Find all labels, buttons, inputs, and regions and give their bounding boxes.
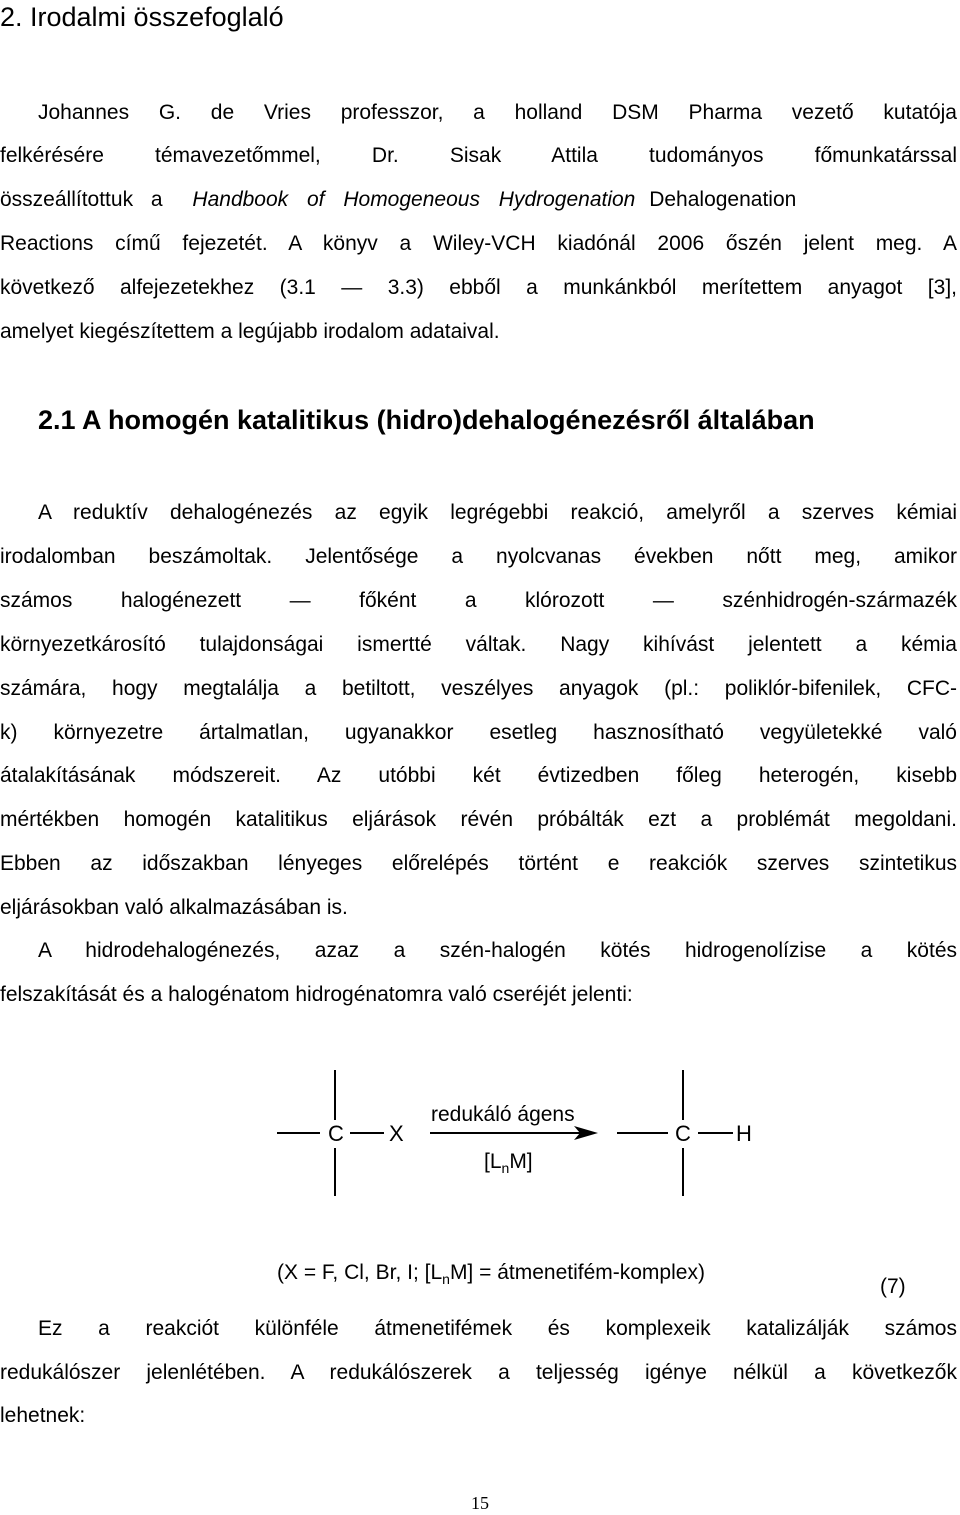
intro-line-4: Reactions című fejezetét. A könyv a Wiley-VCH kiadónál 2006 őszén jelent meg. A: [0, 232, 957, 255]
section-line-9: Ebben az időszakban lényeges előrelépés történt e reakciók szerves szintetikus: [0, 852, 957, 875]
left-halogen: X: [389, 1121, 404, 1146]
intro-line-1: Johannes G. de Vries professzor, a holland DSM Pharma vezető kutatója: [38, 101, 957, 124]
book-title-italic: Handbook of Homogeneous Hydrogenation: [192, 188, 636, 211]
hydro-line-2: felszakítását és a halogénatom hidrogénatomra való cseréjét jelenti:: [0, 983, 633, 1006]
section-line-4: környezetkárosító tulajdonságai ismertté váltak. Nagy kihívást jelentett a kémia: [0, 633, 957, 656]
book-title-rest: Dehalogenation: [643, 188, 797, 211]
right-carbon: C: [675, 1121, 691, 1146]
section-line-7: átalakításának módszereit. Az utóbbi két évtizedben főleg heterogén, kisebb: [0, 764, 957, 787]
legend-b: M] = átmenetifém-komplex): [449, 1261, 705, 1284]
hydro-line-1: A hidrodehalogénezés, azaz a szén-halogén kötés hidrogenolízise a kötés: [38, 939, 957, 962]
legend-a: (X = F, Cl, Br, I; [L: [277, 1261, 443, 1284]
closing-line-2: redukálószer jelenlétében. A redukálószerek a teljesség igénye nélkül a következők: [0, 1361, 957, 1384]
legend-sub: n: [442, 1271, 450, 1287]
intro-line-2: felkérésére témavezetőmmel, Dr. Sisak Attila tudományos főmunkatárssal: [0, 144, 957, 167]
section-line-6: k) környezetre ártalmatlan, ugyanakkor esetleg hasznosítható vegyületekké való: [0, 721, 957, 744]
intro-line-5: következő alfejezetekhez (3.1 — 3.3) ebből a munkánkból merítettem anyagot [3],: [0, 276, 957, 299]
section-line-8: mértékben homogén katalitikus eljárások révén próbálták ezt a problémát megoldani.: [0, 808, 957, 831]
chapter-title: 2. Irodalmi összefoglaló: [0, 2, 284, 32]
section-line-5: számára, hogy megtalálja a betiltott, veszélyes anyagok (pl.: poliklór-bifenilek, CFC-: [0, 677, 957, 700]
left-carbon: C: [328, 1121, 344, 1146]
section-line-1: A reduktív dehalogénezés az egyik legrégebbi reakció, amelyről a szerves kémiai: [38, 501, 957, 524]
closing-line-3: lehetnek:: [0, 1404, 86, 1427]
catalyst-close: M]: [509, 1150, 533, 1173]
right-hydrogen: H: [736, 1121, 752, 1146]
section-line-10: eljárásokban való alkalmazásában is.: [0, 896, 348, 919]
intro-line-3: [0, 187, 957, 213]
catalyst-sub: n: [501, 1160, 510, 1176]
section-line-3: számos halogénezett — főként a klórozott — szénhidrogén-származék: [0, 589, 957, 612]
section-line-2: irodalomban beszámoltak. Jelentősége a nyolcvanas években nőtt meg, amikor: [0, 545, 957, 568]
intro-line-3-start: összeállítottuk a: [0, 188, 181, 211]
intro-line-6: amelyet kiegészítettem a legújabb irodalom adataival.: [0, 320, 500, 343]
page-number: 15: [471, 1493, 489, 1513]
equation-number: (7): [880, 1275, 906, 1298]
section-title: 2.1 A homogén katalitikus (hidro)dehalogénezésről általában: [38, 405, 815, 435]
closing-line-1: Ez a reakciót különféle átmenetifémek és komplexeik katalizálják számos: [38, 1317, 957, 1340]
scheme-legend: [277, 1261, 705, 1287]
reagent-label: redukáló ágens: [431, 1103, 575, 1126]
catalyst-open: [L: [484, 1150, 502, 1173]
catalyst-label: [484, 1150, 533, 1176]
reaction-scheme: [0, 1060, 960, 1320]
